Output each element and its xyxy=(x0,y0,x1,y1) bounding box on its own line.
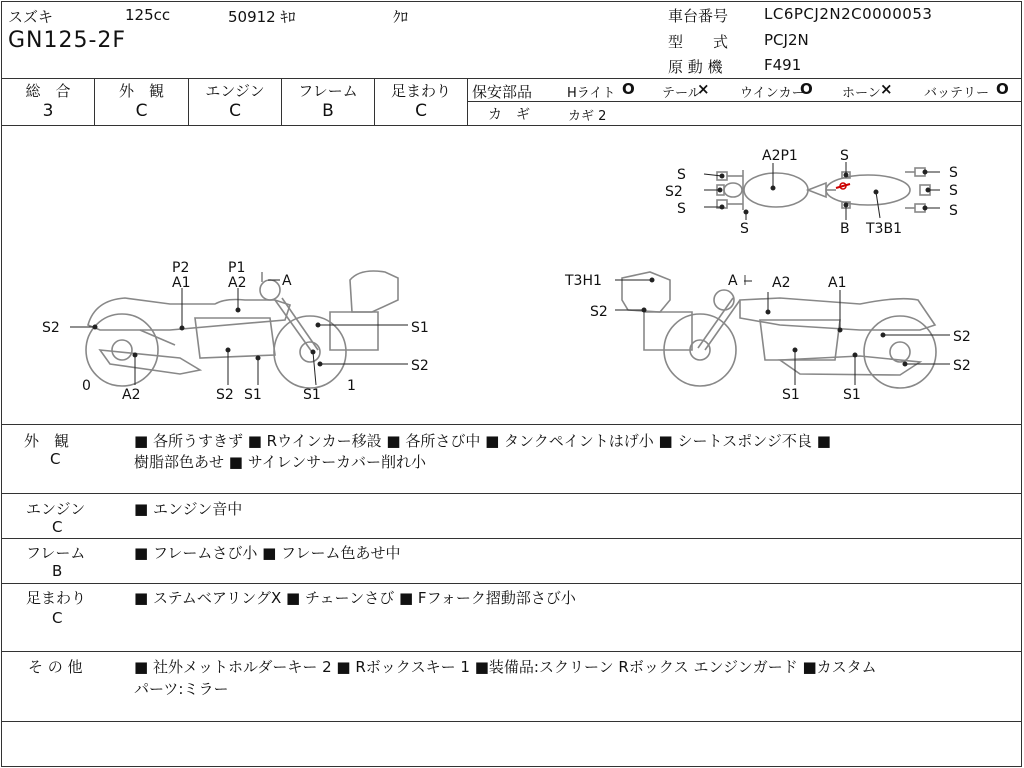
color: ｸﾛ xyxy=(393,8,409,26)
exterior-label: 外 観 xyxy=(118,82,164,100)
note-line: パーツ:ミラー xyxy=(134,680,229,698)
dmg-label: A xyxy=(728,273,738,289)
mileage: 50912 ｷﾛ xyxy=(228,8,296,26)
engine-grade: C xyxy=(229,101,241,121)
note-line: ■ 各所うすきず ■ Rウインカー移設 ■ 各所さび中 ■ タンクペイントはげ小 ■ シートスポンジ不良 ■ xyxy=(134,432,831,450)
type-label: 型 式 xyxy=(668,33,729,51)
dmg-label: S2 xyxy=(953,329,971,345)
dmg-label: S2 xyxy=(216,387,234,403)
taillight-label: テール xyxy=(662,86,701,101)
note-grade: C xyxy=(52,518,63,536)
horn-label: ホーン xyxy=(842,86,881,101)
frame-no: LC6PCJ2N2C0000053 xyxy=(764,5,933,23)
dmg-label: B xyxy=(840,221,850,237)
note-line: 樹脂部色あせ ■ サイレンサーカバー削れ小 xyxy=(134,453,426,471)
note-line: ■ ステムベアリングX ■ チェーンさび ■ Fフォーク摺動部さび小 xyxy=(134,589,576,607)
dmg-label: A2 xyxy=(122,387,141,403)
exterior-grade: C xyxy=(135,101,148,121)
dmg-label: S2 xyxy=(953,358,971,374)
dmg-label: P1 xyxy=(228,260,246,276)
suspension-grade: C xyxy=(415,101,427,121)
dmg-label: S1 xyxy=(244,387,262,403)
frame-grade: B xyxy=(322,101,334,121)
dmg-label: A2 xyxy=(772,275,791,291)
note-grade: C xyxy=(52,609,63,627)
horn-mark: × xyxy=(880,80,893,98)
dmg-label: S2 xyxy=(42,320,60,336)
note-label: そ の 他 xyxy=(28,658,83,676)
overall-grade: 3 xyxy=(42,101,54,121)
frame-no-label: 車台番号 xyxy=(668,7,729,25)
taillight-mark: × xyxy=(697,80,710,98)
top-view-bike xyxy=(717,168,930,212)
dmg-label: S2 xyxy=(411,358,429,374)
note-line: ■ エンジン音中 xyxy=(134,500,243,518)
note-line: ■ 社外メットホルダーキー 2 ■ Rボックスキー 1 ■装備品:スクリーン Rボックス エンジンガード ■カスタム xyxy=(134,658,877,676)
type-value: PCJ2N xyxy=(764,31,809,49)
note-label: フレーム xyxy=(26,544,86,562)
dmg-label: 0 xyxy=(82,378,91,394)
note-line: ■ フレームさび小 ■ フレーム色あせ中 xyxy=(134,544,401,562)
note-grade: C xyxy=(50,450,61,468)
dmg-label: 1 xyxy=(347,378,356,394)
dmg-label: S1 xyxy=(843,387,861,403)
dmg-label: S xyxy=(677,201,686,217)
safety-title: 保安部品 xyxy=(472,83,533,101)
frame-grade-label: フレーム xyxy=(298,82,358,100)
dmg-label: A1 xyxy=(828,275,847,291)
dmg-label: S xyxy=(949,183,958,199)
note-label: 足まわり xyxy=(26,589,87,607)
dmg-label: S2 xyxy=(665,184,683,200)
note-label: エンジン xyxy=(26,500,86,518)
headlight-label: Hライト xyxy=(567,86,616,101)
dmg-label: A2P1 xyxy=(762,148,798,164)
dmg-label: S xyxy=(949,203,958,219)
note-grade: B xyxy=(52,562,63,580)
key-label: カ ギ xyxy=(488,107,530,123)
note-label: 外 観 xyxy=(24,432,70,450)
damage-diagram xyxy=(0,126,1022,424)
dmg-label: S1 xyxy=(782,387,800,403)
dmg-label: A2 xyxy=(228,275,247,291)
tank-mark-icon xyxy=(836,184,850,188)
headlight-mark: O xyxy=(622,80,635,98)
engine-grade-label: エンジン xyxy=(205,82,265,100)
dmg-label: A1 xyxy=(172,275,191,291)
dmg-label: P2 xyxy=(172,260,190,276)
battery-mark: O xyxy=(996,80,1009,98)
dmg-label: S xyxy=(949,165,958,181)
dmg-label: S1 xyxy=(303,387,321,403)
displacement: 125cc xyxy=(125,6,171,24)
dmg-label: S xyxy=(677,167,686,183)
dmg-label: A xyxy=(282,273,292,289)
dmg-label: S xyxy=(840,148,849,164)
overall-label: 総 合 xyxy=(25,82,71,100)
key-value: カギ 2 xyxy=(568,109,607,124)
dmg-label: T3H1 xyxy=(565,273,602,289)
maker: スズキ xyxy=(8,8,54,26)
winker-mark: O xyxy=(800,80,813,98)
engine-value: F491 xyxy=(764,56,802,74)
suspension-grade-label: 足まわり xyxy=(390,82,451,100)
engine-label: 原 動 機 xyxy=(668,58,723,76)
model-name: GN125-2F xyxy=(8,28,127,53)
dmg-label: S1 xyxy=(411,320,429,336)
battery-label: バッテリー xyxy=(924,86,990,101)
dmg-label: S xyxy=(740,221,749,237)
dmg-label: T3B1 xyxy=(866,221,902,237)
dmg-label: S2 xyxy=(590,304,608,320)
winker-label: ウインカー xyxy=(740,86,805,101)
